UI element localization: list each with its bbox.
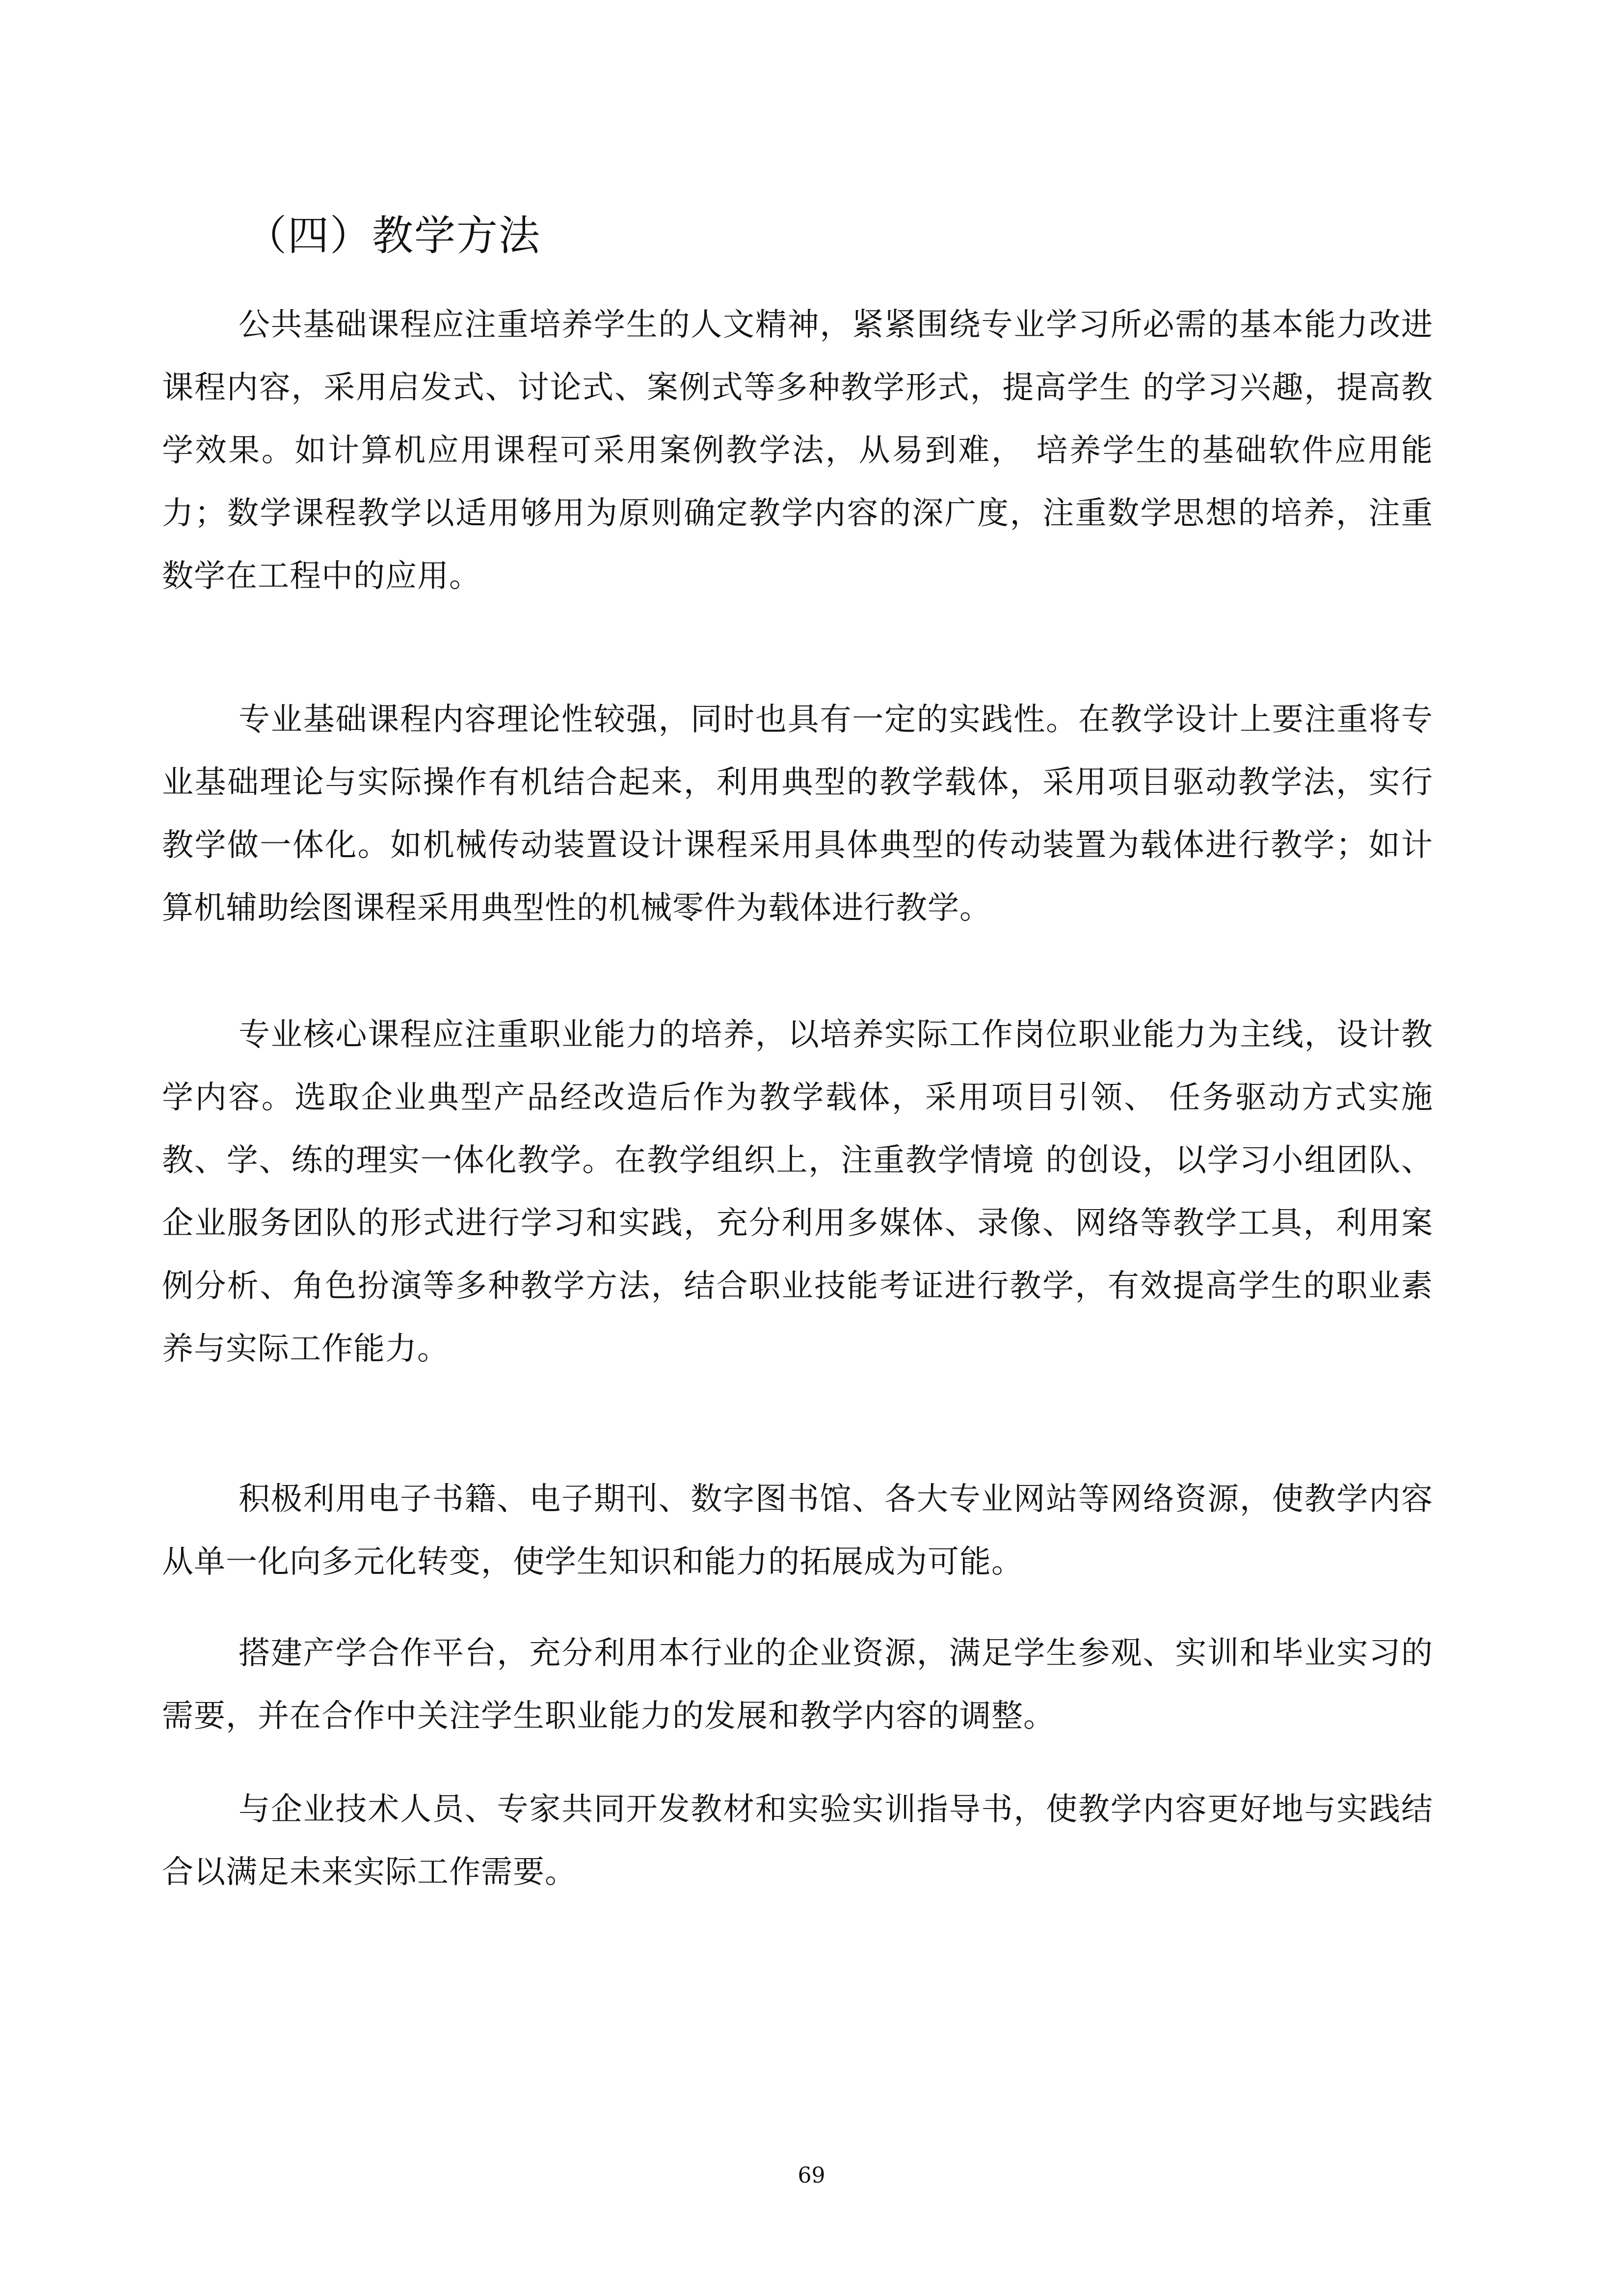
paragraph-public-foundation-courses: 公共基础课程应注重培养学生的人文精神，紧紧围绕专业学习所必需的基本能力改进课程内容，采用启发式、讨论式、案例式等多种教学形式，提高学生 的学习兴趣，提高教学效果。如计算机应用课程可采用案例教学法，从易到难， 培养学生的基础软件应用能力；数学课程教学以适用够用为原则确定教学内容的深广度，注重数学思想的培养，注重数学在工程中的应用。 bbox=[162, 307, 1433, 594]
page-number: 69 bbox=[798, 2163, 825, 2188]
paragraph-industry-cooperation: 搭建产学合作平台，充分利用本行业的企业资源，满足学生参观、实训和毕业实习的需要，并在合作中关注学生职业能力的发展和教学内容的调整。 bbox=[162, 1635, 1433, 1734]
paragraph-professional-core-courses: 专业核心课程应注重职业能力的培养，以培养实际工作岗位职业能力为主线，设计教学内容。选取企业典型产品经改造后作为教学载体，采用项目引领、 任务驱动方式实施教、学、练的理实一体化教学。在教学组织上，注重教学情境 的创设，以学习小组团队、企业服务团队的形式进行学习和实践，充分利用多媒体、录像、网络等教学工具，利用案例分析、角色扮演等多种教学方法，结合职业技能考证进行教学，有效提高学生的职业素养与实际工作能力。 bbox=[162, 1017, 1433, 1367]
paragraph-network-resources: 积极利用电子书籍、电子期刊、数字图书馆、各大专业网站等网络资源，使教学内容从单一化向多元化转变，使学生知识和能力的拓展成为可能。 bbox=[162, 1481, 1433, 1580]
section-heading: （四）教学方法 bbox=[245, 212, 541, 260]
paragraph-professional-foundation-courses: 专业基础课程内容理论性较强，同时也具有一定的实践性。在教学设计上要注重将专业基础理论与实际操作有机结合起来，利用典型的教学载体，采用项目驱动教学法，实行教学做一体化。如机械传动装置设计课程采用具体典型的传动装置为载体进行教学；如计算机辅助绘图课程采用典型性的机械零件为载体进行教学。 bbox=[162, 702, 1433, 926]
paragraph-textbook-development: 与企业技术人员、专家共同开发教材和实验实训指导书，使教学内容更好地与实践结合以满足未来实际工作需要。 bbox=[162, 1791, 1433, 1891]
